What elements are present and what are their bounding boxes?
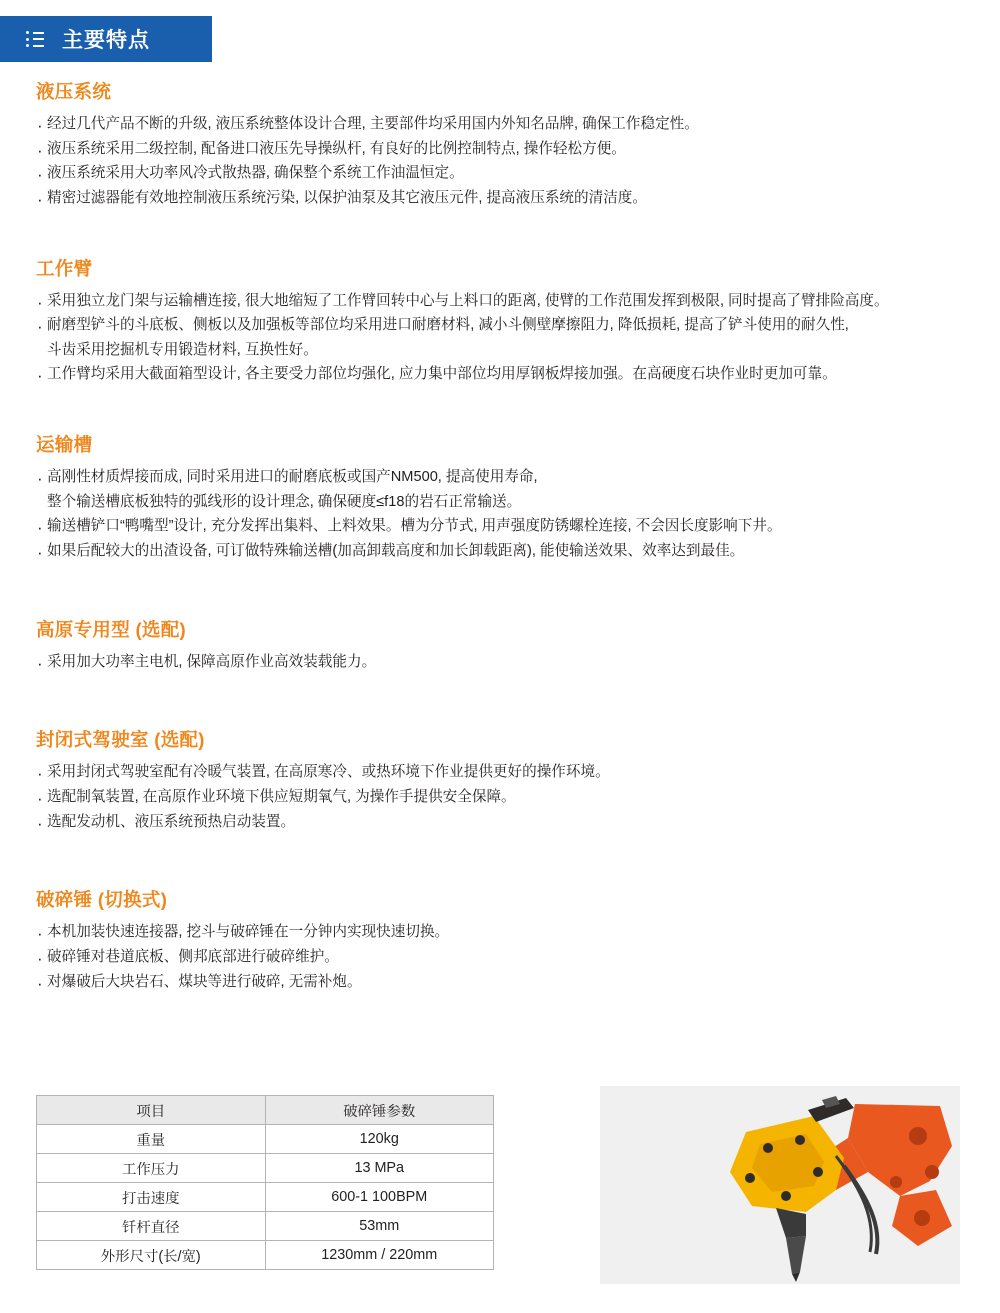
list-item: · 破碎锤对巷道底板、侧邦底部进行破碎维护。 [36,946,970,970]
table-cell-label: 外形尺寸(长/宽) [37,1241,266,1270]
list-item: 斗齿采用挖掘机专用锻造材料, 互换性好。 [47,341,318,358]
table-row [37,1154,494,1183]
table-header-cell: 项目 [37,1096,266,1125]
section-breaker-hammer [0,886,1000,994]
list-item: · 采用加大功率主电机, 保障高原作业高效装载能力。 [36,651,970,675]
section-title: 高原专用型 (选配) [36,618,186,640]
list-item: · 液压系统采用大功率风冷式散热器, 确保整个系统工作油温恒定。 [36,162,970,186]
table-row [37,1183,494,1212]
feature-sections [0,78,1000,995]
list-item: · 采用独立龙门架与运输槽连接, 很大地缩短了工作臂回转中心与上料口的距离, 使臂的工作范围发挥到极限, 同时提高了臂排险高度。 [36,290,970,314]
section-title: 运输槽 [36,434,93,456]
bullet-list [36,921,970,994]
list-item: · 选配发动机、液压系统预热启动装置。 [36,811,970,835]
breaker-hammer-photo [600,1086,960,1284]
table-cell-label: 打击速度 [37,1183,266,1212]
bullet-list [36,113,970,211]
list-item: · 经过几代产品不断的升级, 液压系统整体设计合理, 主要部件均采用国内外知名品牌, 确保工作稳定性。 [36,113,970,137]
section-title: 封闭式驾驶室 (选配) [36,729,205,751]
section-plateau-type [0,616,1000,675]
table-row [37,1125,494,1154]
bullet-list [36,761,970,834]
bullet-list [36,466,970,564]
list-item: · 如果后配较大的出渣设备, 可订做特殊输送槽(加高卸载高度和加长卸载距离), 能使输送效果、效率达到最佳。 [36,540,970,564]
section-work-arm [0,255,1000,388]
bullet-list [36,290,970,388]
page-title: 主要特点 [62,29,150,52]
section-title: 破碎锤 (切换式) [36,889,168,911]
table-cell-label: 钎杆直径 [37,1212,266,1241]
list-item: · 输送槽铲口“鸭嘴型”设计, 充分发挥出集料、上料效果。槽为分节式, 用声强度防锈螺栓连接, 不会因长度影响下井。 [36,515,970,539]
section-header-banner [0,16,212,62]
table-cell-value: 600-1 100BPM [265,1183,494,1212]
spec-and-photo-area [0,1086,1000,1286]
list-item: · 采用封闭式驾驶室配有冷暖气装置, 在高原寒冷、或热环境下作业提供更好的操作环境。 [36,761,970,785]
table-cell-value: 53mm [265,1212,494,1241]
section-hydraulic-system [0,78,1000,211]
table-cell-value: 13 MPa [265,1154,494,1183]
section-title: 工作臂 [36,257,93,279]
menu-list-icon [26,31,44,47]
list-item: · 精密过滤器能有效地控制液压系统污染, 以保护油泵及其它液压元件, 提高液压系统的清洁度。 [36,187,970,211]
table-row [37,1212,494,1241]
list-item: · 选配制氧装置, 在高原作业环境下供应短期氧气, 为操作手提供安全保障。 [36,786,970,810]
table-header-cell: 破碎锤参数 [265,1096,494,1125]
bullet-list [36,651,970,675]
table-cell-label: 重量 [37,1125,266,1154]
table-header-row [37,1096,494,1125]
table-cell-value: 120kg [265,1125,494,1154]
section-conveyor-trough [0,431,1000,564]
section-title: 液压系统 [36,81,112,102]
list-item: 整个输送槽底板独特的弧线形的设计理念, 确保硬度≤f18的岩石正常输送。 [47,493,522,510]
table-row [37,1241,494,1270]
list-item: · 工作臂均采用大截面箱型设计, 各主要受力部位均强化, 应力集中部位均用厚钢板焊接加强。在高硬度石块作业时更加可靠。 [36,363,970,387]
table-cell-value: 1230mm / 220mm [265,1241,494,1270]
section-closed-cab [0,726,1000,834]
breaker-spec-table [36,1095,494,1270]
table-cell-label: 工作压力 [37,1154,266,1183]
list-item: · 对爆破后大块岩石、煤块等进行破碎, 无需补炮。 [36,971,970,995]
list-item: · 液压系统采用二级控制, 配备进口液压先导操纵杆, 有良好的比例控制特点, 操作轻松方便。 [36,138,970,162]
list-item: · 耐磨型铲斗的斗底板、侧板以及加强板等部位均采用进口耐磨材料, 减小斗侧壁摩擦阻力, 降低损耗, 提高了铲斗使用的耐久性, [36,314,970,338]
list-item: · 高刚性材质焊接而成, 同时采用进口的耐磨底板或国产NM500, 提高使用寿命, [36,466,970,490]
list-item: · 本机加装快速连接器, 挖斗与破碎锤在一分钟内实现快速切换。 [36,921,970,945]
